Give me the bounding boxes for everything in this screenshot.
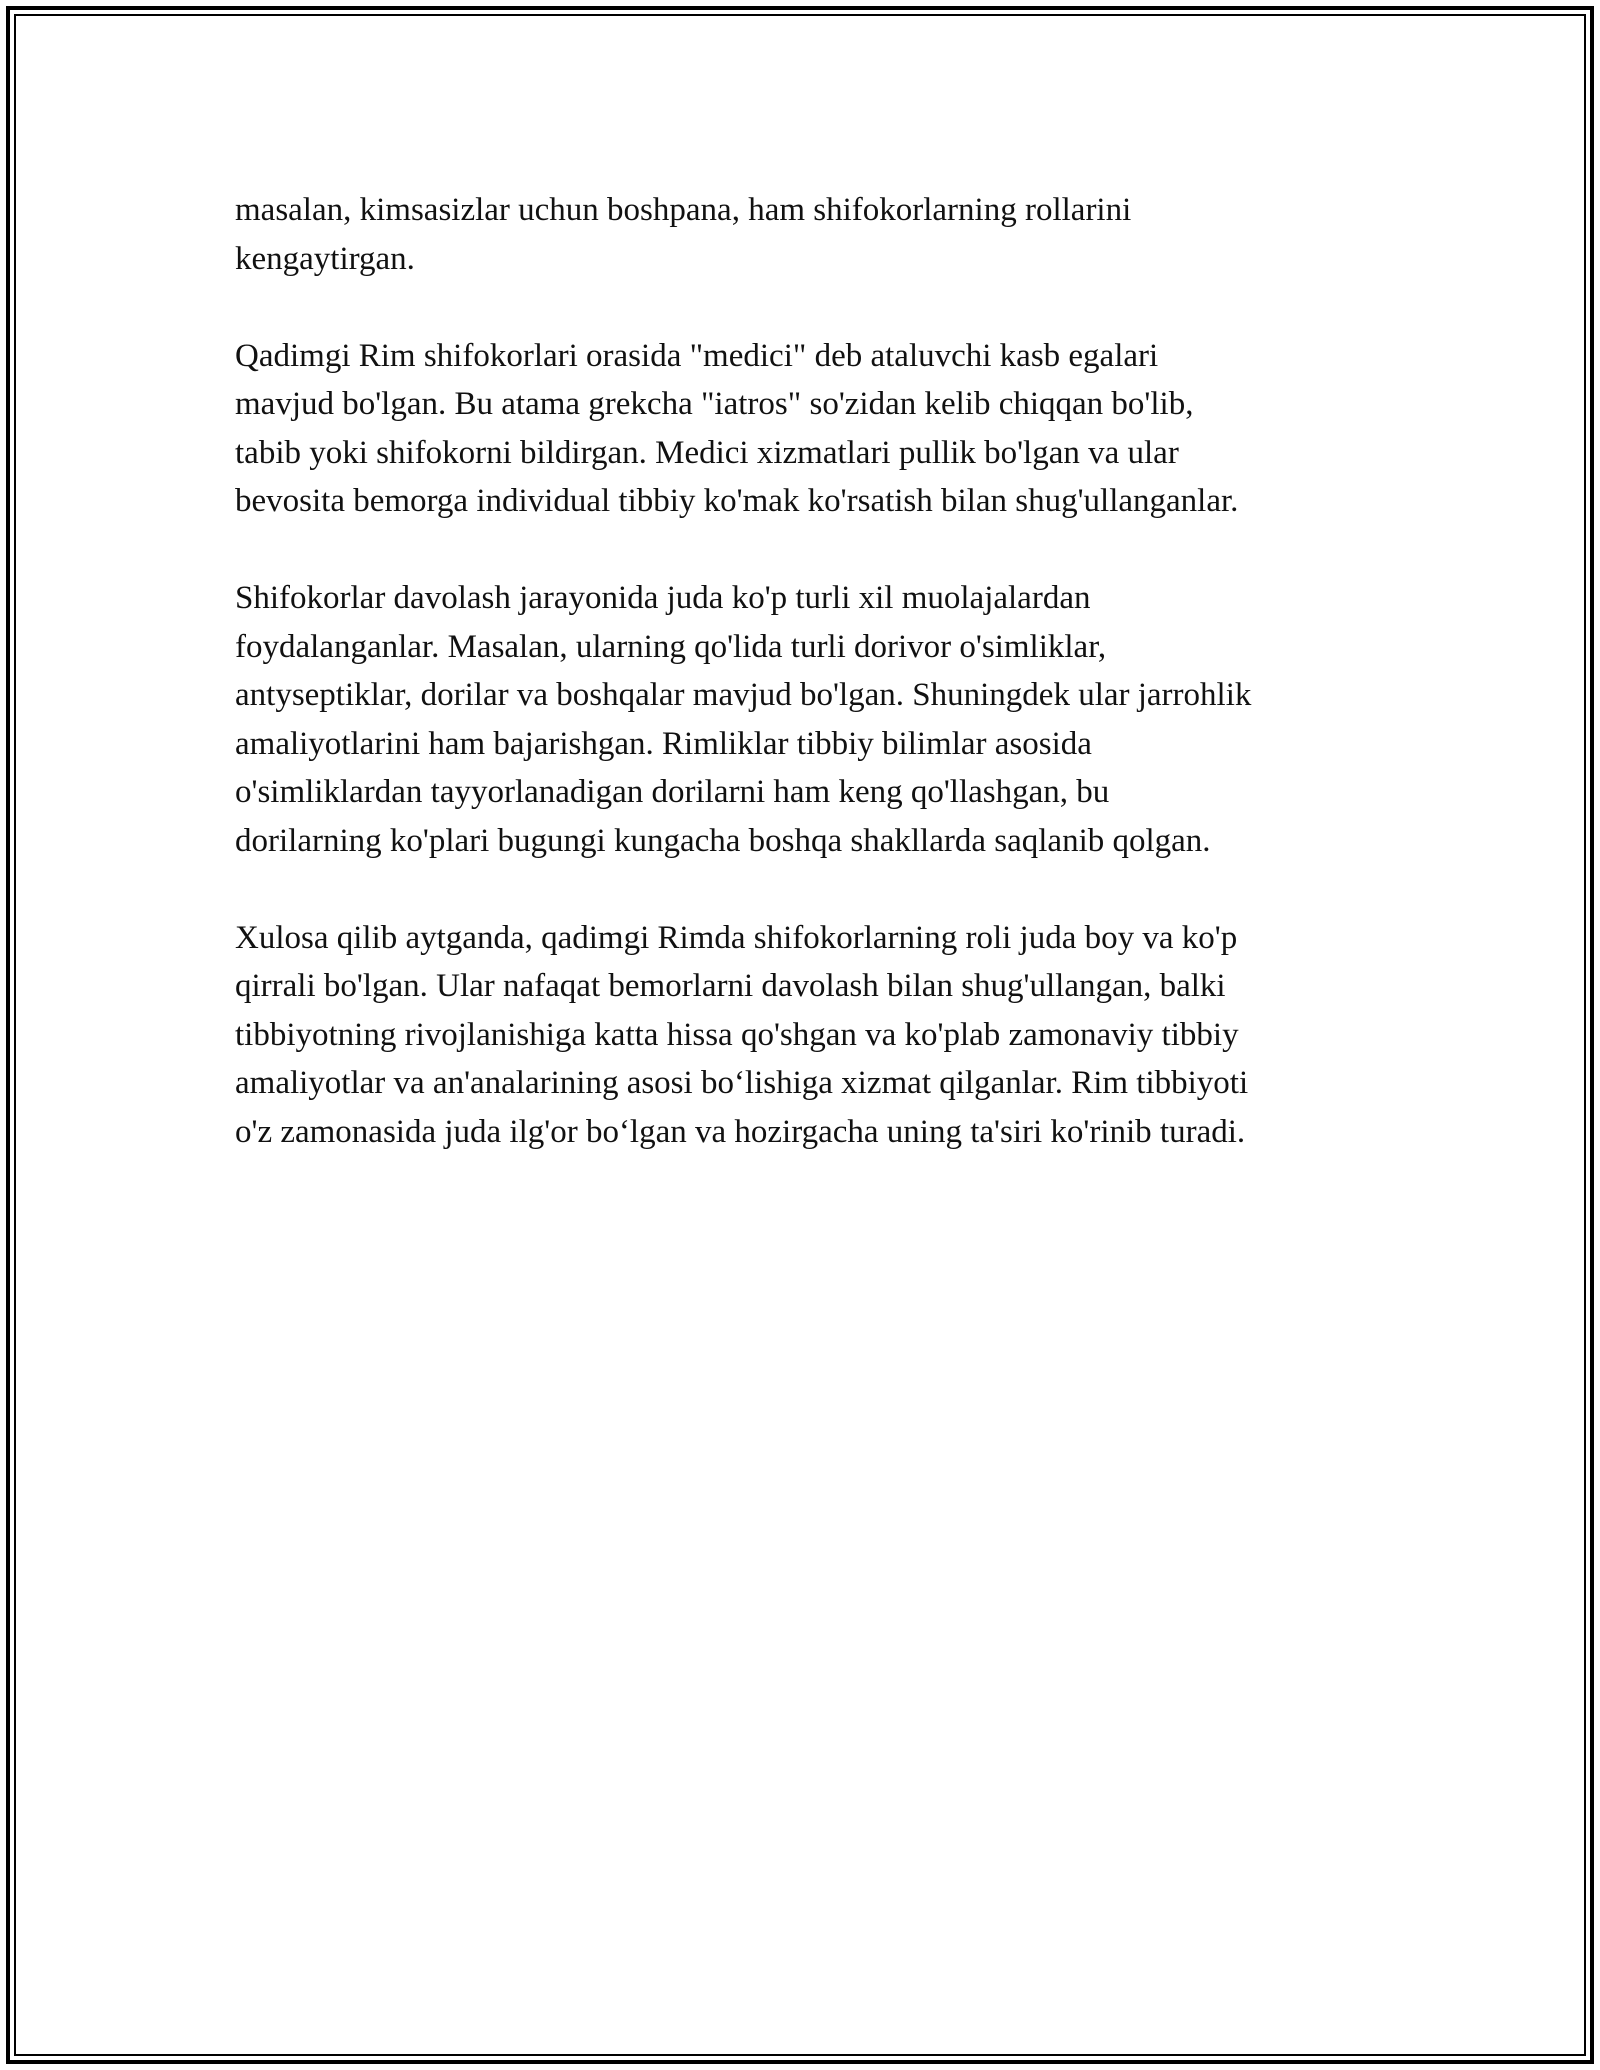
paragraph-4 [235,914,1395,1157]
text-line: dorilarning ko'plari bugungi kungacha boshqa shakllarda saqlanib qolgan. [235,822,1211,859]
paragraph-1 [235,186,1395,283]
text-line: amaliyotlar va an'analarining asosi bo‘lishiga xizmat qilganlar. Rim tibbiyoti [235,1065,1249,1101]
text-line: o'z zamonasida juda ilg'or bo‘lgan va hozirgacha uning ta'siri ko'rinib turadi. [235,1113,1246,1150]
document-body [235,186,1395,1205]
text-line: kengaytirgan. [235,240,415,277]
text-line: o'simliklardan tayyorlanadigan dorilarni ham keng qo'llashgan, bu [235,774,1110,810]
text-line: masalan, kimsasizlar uchun boshpana, ham shifokorlarning rollarini [235,192,1132,228]
paragraph-2 [235,332,1395,526]
text-line: amaliyotlarini ham bajarishgan. Rimliklar tibbiy bilimlar asosida [235,725,1092,762]
text-line: Xulosa qilib aytganda, qadimgi Rimda shifokorlarning roli juda boy va ko'p [235,919,1238,956]
text-line: tibbiyotning rivojlanishiga katta hissa qo'shgan va ko'plab zamonaviy tibbiy [235,1016,1239,1053]
text-line: qirrali bo'lgan. Ular nafaqat bemorlarni davolash bilan shug'ullangan, balki [235,968,1226,1004]
text-line: tabib yoki shifokorni bildirgan. Medici xizmatlari pullik bo'lgan va ular [235,434,1179,471]
text-line: Shifokorlar davolash jarayonida juda ko'p turli xil muolajalardan [235,580,1091,616]
text-line: foydalanganlar. Masalan, ularning qo'lida turli dorivor o'simliklar, [235,628,1107,665]
text-line: mavjud bo'lgan. Bu atama grekcha "iatros" so'zidan kelib chiqqan bo'lib, [235,386,1194,422]
text-line: antyseptiklar, dorilar va boshqalar mavjud bo'lgan. Shuningdek ular jarrohlik [235,677,1252,713]
paragraph-3 [235,574,1395,865]
text-line: bevosita bemorga individual tibbiy ko'mak ko'rsatish bilan shug'ullanganlar. [235,483,1239,519]
text-line: Qadimgi Rim shifokorlari orasida "medici" deb ataluvchi kasb egalari [235,337,1159,374]
